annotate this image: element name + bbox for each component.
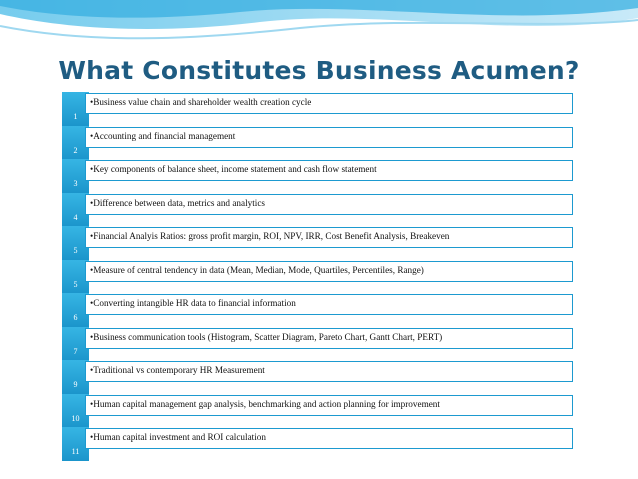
item-number: 6 bbox=[73, 313, 78, 322]
item-text-box bbox=[85, 227, 573, 248]
item-text: •Accounting and financial management bbox=[90, 131, 236, 141]
item-text-box bbox=[85, 395, 573, 416]
item-text-box bbox=[85, 294, 573, 315]
item-text: •Human capital management gap analysis, benchmarking and action planning for improvement bbox=[90, 399, 440, 409]
item-text: •Measure of central tendency in data (Mean, Median, Mode, Quartiles, Percentiles, Range) bbox=[90, 265, 424, 275]
list-item bbox=[0, 126, 638, 162]
list-item bbox=[0, 226, 638, 262]
item-text: •Business value chain and shareholder wealth creation cycle bbox=[90, 97, 312, 107]
list-item bbox=[0, 260, 638, 296]
list-item bbox=[0, 92, 638, 128]
list-item bbox=[0, 360, 638, 396]
item-text-box bbox=[85, 93, 573, 114]
item-text-box bbox=[85, 328, 573, 349]
item-number: 5 bbox=[73, 246, 78, 255]
item-number: 9 bbox=[73, 380, 78, 389]
list-item bbox=[0, 293, 638, 329]
item-text: •Converting intangible HR data to financial information bbox=[90, 298, 296, 308]
item-text-box bbox=[85, 428, 573, 449]
item-number: 3 bbox=[73, 179, 78, 188]
item-number: 7 bbox=[73, 347, 78, 356]
list-item bbox=[0, 427, 638, 463]
item-text: •Business communication tools (Histogram, Scatter Diagram, Pareto Chart, Gantt Chart, PERT) bbox=[90, 332, 443, 342]
list-item bbox=[0, 394, 638, 430]
item-text-box bbox=[85, 127, 573, 148]
item-text-box bbox=[85, 361, 573, 382]
item-number: 5 bbox=[73, 280, 78, 289]
item-number: 10 bbox=[71, 414, 80, 423]
slide-title: What Constitutes Business Acumen? bbox=[58, 56, 580, 85]
item-number: 1 bbox=[73, 112, 78, 121]
item-text-box bbox=[85, 261, 573, 282]
item-text: •Traditional vs contemporary HR Measurement bbox=[90, 365, 265, 375]
item-number: 11 bbox=[71, 447, 80, 456]
list-item bbox=[0, 193, 638, 229]
item-text: •Key components of balance sheet, income statement and cash flow statement bbox=[90, 164, 377, 174]
item-number: 2 bbox=[73, 146, 78, 155]
item-number: 4 bbox=[73, 213, 78, 222]
list-item bbox=[0, 327, 638, 363]
list-item bbox=[0, 159, 638, 195]
item-text: •Difference between data, metrics and analytics bbox=[90, 198, 265, 208]
item-text-box bbox=[85, 194, 573, 215]
item-text-box bbox=[85, 160, 573, 181]
item-text: •Human capital investment and ROI calculation bbox=[90, 432, 266, 442]
header-wave-decoration bbox=[0, 0, 638, 60]
item-text: •Financial Analyis Ratios: gross profit margin, ROI, NPV, IRR, Cost Benefit Analysis, Breakeven bbox=[90, 231, 450, 241]
